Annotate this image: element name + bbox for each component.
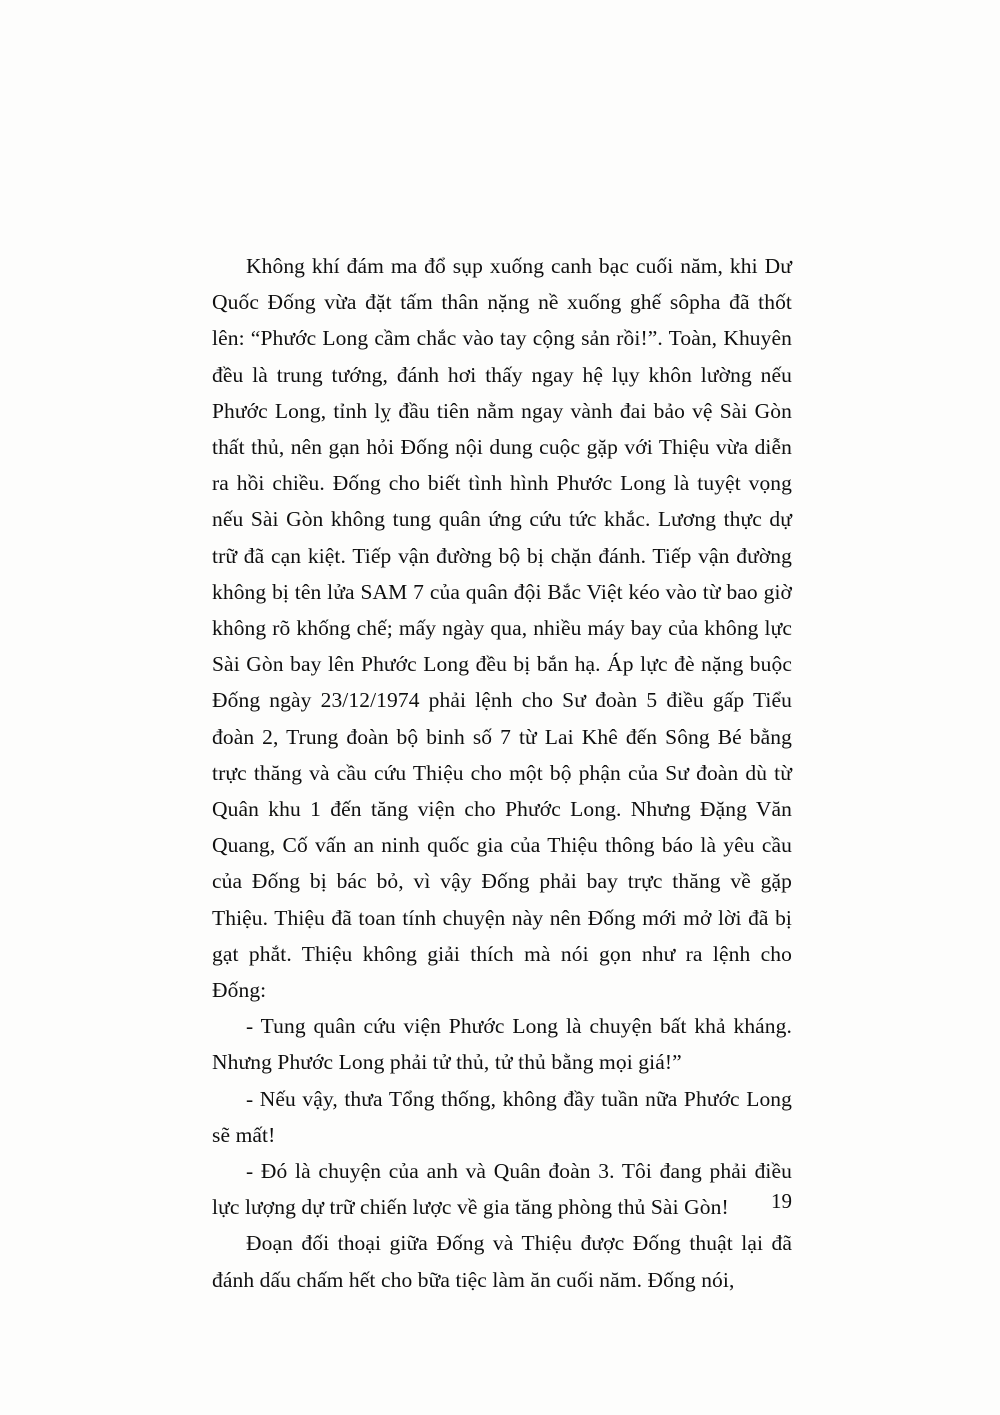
paragraph: - Tung quân cứu viện Phước Long là chuyện bất khả kháng. Nhưng Phước Long phải tử thủ, tử thủ bằng mọi giá!” xyxy=(212,1014,792,1075)
paragraph: Đoạn đối thoại giữa Đống và Thiệu được Đống thuật lại đã đánh dấu chấm hết cho bữa tiệc làm ăn cuối năm. Đống nói, xyxy=(212,1231,792,1292)
paragraph: - Đó là chuyện của anh và Quân đoàn 3. Tôi đang phải điều lực lượng dự trữ chiến lược về gia tăng phòng thủ Sài Gòn! xyxy=(212,1159,792,1220)
page-number: 19 xyxy=(771,1189,792,1213)
paragraph: - Nếu vậy, thưa Tổng thống, không đầy tuần nữa Phước Long sẽ mất! xyxy=(212,1086,792,1147)
page-text-body xyxy=(212,248,792,1298)
paragraph: Không khí đám ma đổ sụp xuống canh bạc cuối năm, khi Dư Quốc Đống vừa đặt tấm thân nặng nề xuống ghế sôpha đã thốt lên: “Phước Long cầm chắc vào tay cộng sản rồi!”. Toàn, Khuyên đều là trung tướng, đánh hơi thấy ngay hệ lụy khôn lường nếu Phước Long, tỉnh lỵ đầu tiên nằm ngay vành đai bảo vệ Sài Gòn thất thủ, nên gạn hỏi Đống nội dung cuộc gặp với Thiệu vừa diễn ra hồi chiều. Đống cho biết tình hình Phước Long là tuyệt vọng nếu Sài Gòn không tung quân ứng cứu tức khắc. Lương thực dự trữ đã cạn kiệt. Tiếp vận đường bộ bị chặn đánh. Tiếp vận đường không bị tên lửa SAM 7 của quân đội Bắc Việt kéo vào từ bao giờ không rõ khống chế; mấy ngày qua, nhiều máy bay của không lực Sài Gòn bay lên Phước Long đều bị bắn hạ. Áp lực đè nặng buộc Đống ngày 23/12/1974 phải lệnh cho Sư đoàn 5 điều gấp Tiểu đoàn 2, Trung đoàn bộ binh số 7 từ Lai Khê đến Sông Bé bằng trực thăng và cầu cứu Thiệu cho một bộ phận của Sư đoàn dù từ Quân khu 1 đến tăng viện cho Phước Long. Nhưng Đặng Văn Quang, Cố vấn an ninh quốc gia của Thiệu thông báo là yêu cầu của Đống bị bác bỏ, vì vậy Đống phải bay trực thăng về gặp Thiệu. Thiệu đã toan tính chuyện này nên Đống mới mở lời đã bị gạt phắt. Thiệu không giải thích mà nói gọn như ra lệnh cho Đống: xyxy=(212,254,792,1003)
